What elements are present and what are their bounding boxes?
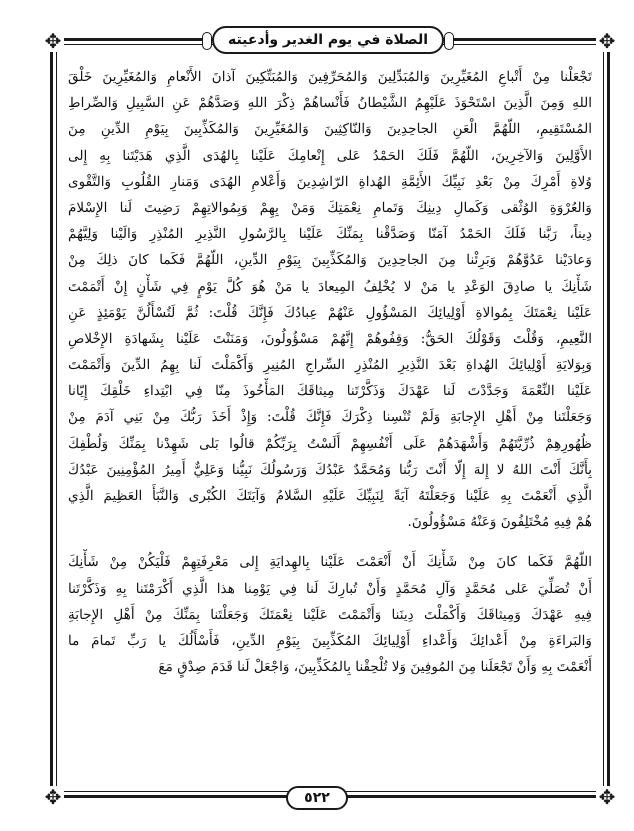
text-line: أَنْ تُصَلِّيَ عَلى مُحَمَّدٍ وَآلِ مُحَمَّدٍ وَأَنْ تُبارِكَ لَنا فِي يَوْمِنا هذا الَّذِي أَكْرَمْتَنا بِهِ وَذَكَّرْتَنا [68, 580, 592, 597]
text-line: وَبِوَلايَةِ أَوْلِيائِكَ الهُداةِ بَعْدَ النَّذِيرِ المُنْذِرِ السِّراجِ المُنِيرِ وَأَكْمَلْتَ لَنا بِهِمُ الدِّينَ وَأَتْمَمْتَ [68, 357, 592, 374]
text-line: عَلَيْنا نِعْمَتَكَ بِمُوالاةِ أَوْلِيائِكَ المَسْؤُولِ عَنْهُمْ عِبادُكَ فَإِنَّكَ قُلْتَ: ثُمَّ لَتُسْأَلُنَّ يَوْمَئِذٍ عَنِ [68, 304, 592, 321]
text-line: وُلاةِ أَمْرِكَ مِنْ بَعْدِ نَبِيِّكَ الأَئِمَّةِ الهُداةِ الرّاشِدِينَ وَأَعْلامِ الهُدَى وَمَنارِ القُلُوبِ وَالتَّقْوى [68, 173, 592, 190]
text-line: اللّهُمَّ فَكَما كانَ مِنْ شَأْنِكَ أَنْ أَنْعَمْتَ عَلَيْنا بِالهِدايَةِ إِلى مَعْرِفَتِهِمْ فَلْيَكُنْ مِنْ شَأْنِكَ [68, 554, 592, 571]
text-line: شَأْنِكَ يا صادِقَ الوَعْدِ يا مَنْ لا يُخْلِفُ المِيعادَ يا مَنْ هُوَ كُلَّ يَوْمٍ فِي شَأْنٍ إِنْ أَتْمَمْتَ [68, 278, 592, 295]
header-cartouche [212, 26, 444, 54]
text-line: الَّذِي أَنْعَمْتَ بِهِ عَلَيْنا وَجَعَلْتَهُ آيَةً لِنَبِيِّكَ عَلَيْهِ السَّلامُ وَآيَتَكَ الكُبْرى وَالنَّبَأَ العَظِيمَ الَّذِي [68, 488, 592, 504]
page-number: ٥٢٢ [304, 790, 330, 806]
paragraph-gap [68, 535, 592, 549]
text-line: هُمْ فِيهِ مُخْتَلِفُونَ وَعَنْهُ مَسْؤُولُونَ. [407, 514, 592, 531]
text-line: بِأَنَّكَ أَنْتَ اللهُ لا إِلهَ إِلّا أَنْتَ رَبُّنا وَمُحَمَّدٌ عَبْدُكَ وَرَسُولُكَ نَبِيُّنا وَعَلِيٌّ أَمِيرُ المُؤْمِنِينَ عَبْدُكَ [68, 461, 592, 478]
text-line: المُسْتَقِيمِ، اللّهُمَّ الْعَنِ الجاحِدِينَ وَالنّاكِثِينَ وَالمُغَيِّرِينَ وَالمُكَذِّبِينَ بِيَوْمِ الدِّينِ مِنَ [68, 121, 592, 138]
text-line: الأَوَّلِينَ وَالآخِرِينَ، اللّهُمَّ فَلَكَ الحَمْدُ عَلى إِنْعامِكَ عَلَيْنا بِالهُدَى الَّذِي هَدَيْتَنا بِهِ إِلى [68, 147, 592, 164]
text-line: وَجَعَلْتَنا مِنْ أَهْلِ الإِجابَةِ وَلَمْ تُنْسِنا ذِكْرَكَ فَإِنَّكَ قُلْتَ: وَإِذْ أَخَذَ رَبُّكَ مِنْ بَنِي آدَمَ مِنْ [68, 409, 592, 426]
page-number-cartouche [286, 786, 348, 810]
text-line: ظُهُورِهِمْ ذُرِّيَّتَهُمْ وَأَشْهَدَهُمْ عَلَى أَنْفُسِهِمْ أَلَسْتُ بِرَبِّكُمْ قالُوا بَلى شَهِدْنا بِمَنِّكَ وَلُطْفِكَ [68, 435, 592, 452]
prayer-text [68, 64, 592, 680]
text-line: النَّعِيمِ، وَقُلْتَ وَقَوْلُكَ الحَقُّ: وَقِفُوهُمْ إِنَّهُمْ مَسْؤُولُونَ، وَمَنَنْتَ عَلَيْنا بِشَهادَةِ الإِخْلاصِ [68, 330, 592, 347]
paragraph-1 [68, 64, 592, 535]
corner-ornament-icon: ✥ [596, 30, 618, 52]
text-line: تَجْعَلْنا مِنْ أَتْباعِ المُغَيِّرِينَ وَالمُبَدِّلِينَ وَالمُحَرِّفِينَ وَالمُبَتِّكِينَ آذانَ الأَنْعامِ وَالمُغَيِّرِينَ خَلْقَ [68, 69, 592, 85]
paragraph-2 [68, 549, 592, 680]
text-line: أَنْعَمْتَ بِهِ وَأَنْ تَجْعَلَنا مِنَ المُوفِينَ وَلا تُلْحِقْنا بِالمُكَذِّبِينَ، وَاجْعَلْ لَنا قَدَمَ صِدْقٍ مَعَ [158, 659, 592, 676]
corner-ornament-icon: ✥ [42, 30, 64, 52]
text-line: عَلَيْنا النِّعْمَةَ وَجَدَّدْتَ لَنا عَهْدَكَ وَذَكَّرْتَنا مِيثاقَكَ المَأْخُوذَ مِنّا فِي ابْتِداءِ خَلْقِكَ إِيّانا [68, 383, 592, 400]
page-title: الصلاة في يوم الغدير وأدعيته [227, 32, 429, 48]
text-line: دِيناً، رَبَّنا فَلَكَ الحَمْدُ آمَنّا وَصَدَّقْنا بِمَنِّكَ عَلَيْنا بِالرَّسُولِ النَّذِيرِ المُنْذِرِ وَالَيْنا وَلِيَّهُمْ [68, 226, 592, 243]
text-line: وَعادَيْنا عَدُوَّهُمْ وَبَرِئْنا مِنَ الجاحِدِينَ وَالمُكَذِّبِينَ بِيَوْمِ الدِّينِ، اللّهُمَّ فَكَما كانَ ذلِكَ مِنْ [68, 252, 592, 269]
text-line: وَالبَراءَةِ مِنْ أَعْدائِكَ وَأَعْداءِ أَوْلِيائِكَ المُكَذِّبِينَ بِيَوْمِ الدِّينِ، فَأَسْأَلُكَ يا رَبِّ تَمامَ ما [68, 632, 592, 649]
text-line: فِيهِ عَهْدَكَ وَمِيثاقَكَ وَأَكْمَلْتَ دِينَنا وَأَتْمَمْتَ عَلَيْنا نِعْمَتَكَ وَجَعَلْتَنا بِمَنِّكَ مِنْ أَهْلِ الإِجابَةِ [68, 606, 592, 623]
text-line: وَالعُرْوَةِ الوُثْقى وَكَمالِ دِينِكَ وَتَمامِ نِعْمَتِكَ وَمَنْ بِهِمْ وَبِمُوالاتِهِمْ رَضِيتَ لَنا الإِسْلامَ [68, 199, 592, 216]
corner-ornament-icon: ✥ [42, 786, 64, 808]
corner-ornament-icon: ✥ [596, 786, 618, 808]
text-line: اللهِ وَمِنَ الَّذِينَ اسْتَحْوَذَ عَلَيْهِمُ الشَّيْطانُ فَأَنْساهُمْ ذِكْرَ اللهِ وَصَدَّهُمْ عَنِ السَّبِيلِ وَالصِّراطِ [68, 95, 592, 112]
